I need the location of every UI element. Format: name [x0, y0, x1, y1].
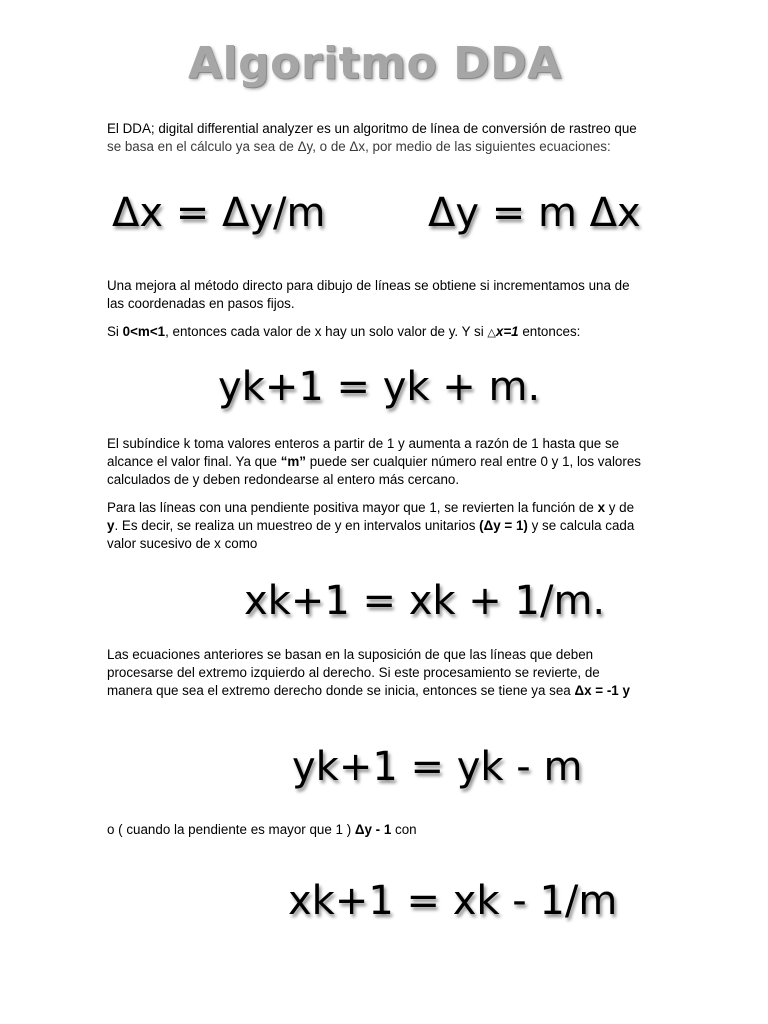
mejora-line-2: las coordenadas en pasos fijos.: [107, 296, 295, 311]
intro-line-2: se basa en el cálculo ya sea de Δy, o de Δx, por medio de las siguientes ecuaciones:: [107, 139, 611, 154]
mejora-line-1: Una mejora al método directo para dibujo de líneas se obtiene si incrementamos una de: [107, 278, 630, 293]
cuando-pre: o ( cuando la pendiente es mayor que 1 ): [107, 822, 355, 837]
subindice-line-3: calculados de y deben redondearse al entero más cercano.: [107, 472, 460, 487]
pendiente-line-2: [107, 517, 661, 535]
equation-yk-plus-m: yk+1 = yk + m.: [218, 364, 541, 410]
ecuaciones-line-3-pre: manera que sea el extremo derecho donde se inicia, entonces se tiene ya sea: [107, 683, 575, 698]
condicion-pre: Si: [107, 324, 123, 339]
equation-xk-plus-inv: xk+1 = xk + 1/m.: [244, 578, 606, 624]
mejora-paragraph: [107, 277, 661, 313]
condicion-mid: , entonces cada valor de x hay un solo valor de y. Y si: [165, 324, 488, 339]
condicion-delta-value: x=1: [495, 324, 519, 339]
subindice-line-2-post: puede ser cualquier número real entre 0 y 1, los valores: [306, 454, 641, 469]
ecuaciones-line-2: procesarse del extremo izquierdo al derecho. Si este procesamiento se revierte, de: [107, 665, 600, 680]
pendiente-line-3: valor sucesivo de x como: [107, 536, 258, 551]
intro-paragraph: [107, 120, 661, 156]
condicion-line: [107, 323, 661, 342]
pendiente-line-1-pre: Para las líneas con una pendiente positiva mayor que 1, se revierten la función de: [107, 500, 598, 515]
ecuaciones-line-1: Las ecuaciones anteriores se basan en la suposición de que las líneas que deben: [107, 647, 594, 662]
ecuaciones-line-3: [107, 682, 661, 700]
subindice-m: “m”: [280, 454, 307, 469]
condicion-range: 0<m<1: [122, 324, 166, 339]
subindice-line-1: El subíndice k toma valores enteros a partir de 1 y aumenta a razón de 1 hasta que se: [107, 436, 620, 451]
equation-yk-minus-m: yk+1 = yk - m: [292, 744, 583, 790]
pendiente-line-2-post: y se calcula cada: [527, 518, 635, 533]
subindice-paragraph: [107, 435, 661, 489]
pendiente-line-2-mid: . Es decir, se realiza un muestreo de y en intervalos unitarios: [114, 518, 480, 533]
pendiente-delta-y: (Δy = 1): [479, 518, 528, 533]
pendiente-line-1: [107, 499, 661, 517]
ecuaciones-paragraph: [107, 646, 661, 700]
condicion-paragraph: [107, 323, 661, 342]
equation-xk-minus-inv: xk+1 = xk - 1/m: [288, 878, 618, 924]
ecuaciones-delta-x: Δx = -1 y: [574, 683, 630, 698]
condicion-post: entonces:: [518, 324, 581, 339]
equation-delta-y: Δy = m Δx: [428, 190, 641, 236]
cuando-paragraph: [107, 821, 661, 839]
pendiente-line-1-post: y de: [605, 500, 635, 515]
cuando-line: [107, 821, 661, 839]
page-title: Algoritmo DDA: [188, 38, 562, 89]
pendiente-paragraph: [107, 499, 661, 553]
intro-line-1: El DDA; digital differential analyzer es un algoritmo de línea de conversión de rastreo que: [107, 121, 637, 136]
pendiente-y: y: [107, 518, 115, 533]
delta-symbol: △: [487, 327, 496, 339]
cuando-post: con: [391, 822, 417, 837]
subindice-line-2-pre: alcance el valor final. Ya que: [107, 454, 281, 469]
cuando-delta-y: Δy - 1: [354, 822, 392, 837]
pendiente-x: x: [597, 500, 606, 515]
subindice-line-2: [107, 453, 661, 471]
equation-delta-x: Δx = Δy/m: [112, 190, 326, 236]
